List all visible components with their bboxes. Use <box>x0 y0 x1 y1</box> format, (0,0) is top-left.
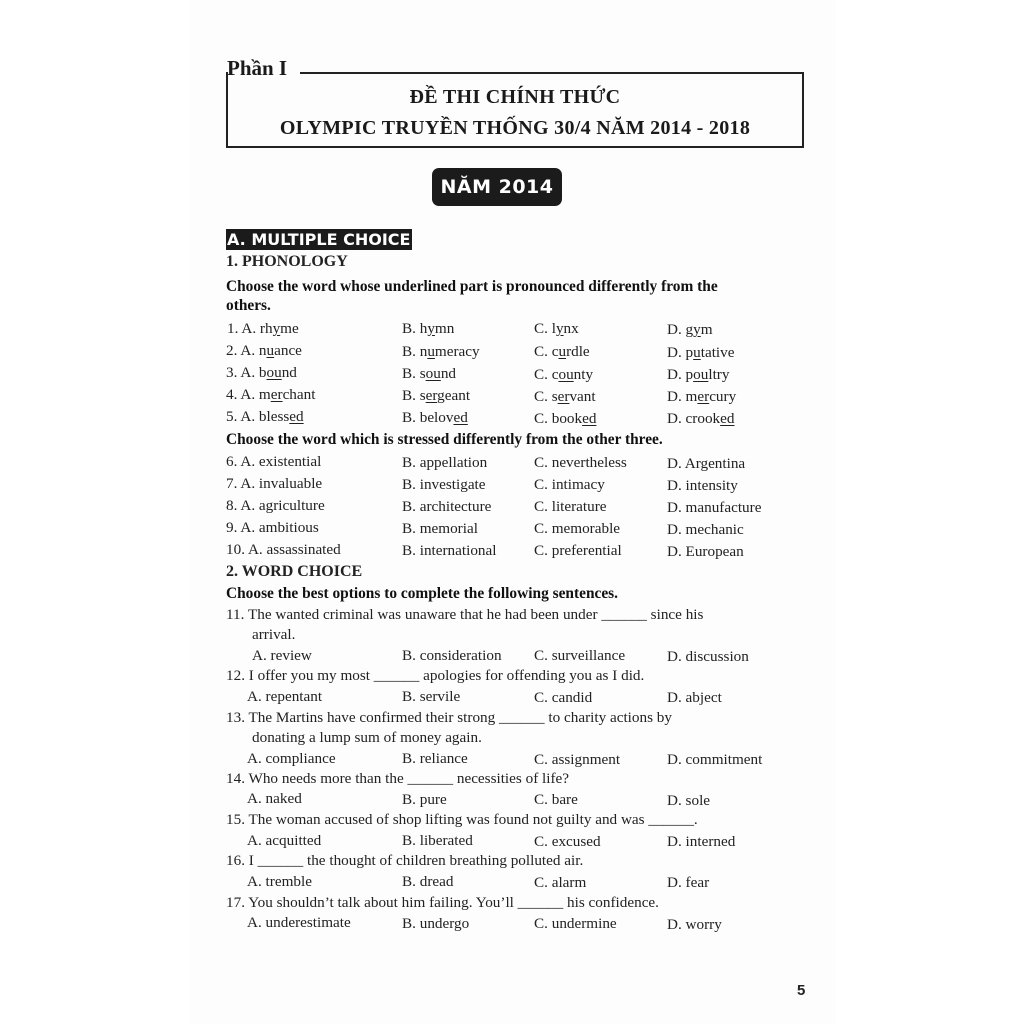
option-a: 9. A. ambitious <box>226 519 319 536</box>
option-c: C. servant <box>534 388 596 405</box>
option-a: A. compliance <box>247 750 336 767</box>
option-b: B. dread <box>402 873 454 890</box>
option-a: A. naked <box>247 790 302 807</box>
option-c: C. bare <box>534 791 578 808</box>
option-b: B. sound <box>402 365 457 382</box>
question-text: 11. The wanted criminal was unaware that he had been under ______ since his <box>226 606 704 623</box>
option-b: B. memorial <box>402 520 478 537</box>
option-d: D. discussion <box>667 648 749 665</box>
option-c: C. intimacy <box>534 476 605 493</box>
option-d: D. Argentina <box>667 455 746 472</box>
question-text-cont: arrival. <box>252 626 296 643</box>
option-d: D. mercury <box>667 388 737 405</box>
option-b: B. consideration <box>402 647 502 664</box>
question-text-cont: donating a lump sum of money again. <box>252 729 482 746</box>
option-d: D. putative <box>667 344 735 361</box>
option-c: C. lynx <box>534 320 579 337</box>
option-a: 7. A. invaluable <box>226 475 323 492</box>
option-b: B. numeracy <box>402 343 480 360</box>
option-b: B. pure <box>402 791 447 808</box>
page-number: 5 <box>797 982 806 999</box>
exam-title-line1: ĐỀ THI CHÍNH THỨC <box>409 86 621 108</box>
option-d: D. sole <box>667 792 711 809</box>
option-b: B. undergo <box>402 915 470 932</box>
option-a: A. repentant <box>247 688 323 705</box>
option-b: B. architecture <box>402 498 492 515</box>
option-d: D. poultry <box>667 366 730 383</box>
option-d: D. European <box>667 543 744 560</box>
option-c: C. candid <box>534 689 593 706</box>
option-c: C. curdle <box>534 343 590 360</box>
option-a: 10. A. assassinated <box>226 541 341 558</box>
question-text: 12. I offer you my most ______ apologies for offending you as I did. <box>226 667 645 684</box>
option-a: 6. A. existential <box>226 453 322 470</box>
option-d: D. worry <box>667 916 722 933</box>
option-d: D. interned <box>667 833 736 850</box>
option-c: C. booked <box>534 410 597 427</box>
phonology-instruction-line2: others. <box>226 297 271 314</box>
phonology-heading: 1. PHONOLOGY <box>226 253 348 270</box>
option-c: C. undermine <box>534 915 617 932</box>
exam-title-line2: OLYMPIC TRUYỀN THỐNG 30/4 NĂM 2014 - 2018 <box>279 117 751 139</box>
option-c: C. county <box>534 366 594 383</box>
option-b: B. international <box>402 542 497 559</box>
option-b: B. appellation <box>402 454 488 471</box>
option-d: D. crooked <box>667 410 735 427</box>
option-c: C. excused <box>534 833 601 850</box>
word-choice-instruction: Choose the best options to complete the following sentences. <box>226 585 619 602</box>
option-a: 2. A. nuance <box>226 342 302 359</box>
option-b: B. servile <box>402 688 461 705</box>
option-c: C. nevertheless <box>534 454 627 471</box>
option-b: B. reliance <box>402 750 468 767</box>
option-d: D. mechanic <box>667 521 744 538</box>
option-b: B. sergeant <box>402 387 471 404</box>
option-a: A. review <box>252 647 312 664</box>
option-a: 3. A. bound <box>226 364 297 381</box>
option-d: D. gym <box>667 321 713 338</box>
option-c: C. assignment <box>534 751 621 768</box>
question-text: 13. The Martins have confirmed their strong ______ to charity actions by <box>226 709 672 726</box>
option-a: 5. A. blessed <box>226 408 304 425</box>
question-text: 17. You shouldn’t talk about him failing. You’ll ______ his confidence. <box>226 894 659 911</box>
option-a: 4. A. merchant <box>226 386 316 403</box>
option-c: C. alarm <box>534 874 587 891</box>
option-b: B. investigate <box>402 476 486 493</box>
option-a: 8. A. agriculture <box>226 497 325 514</box>
option-a: 1. A. rhyme <box>227 320 299 337</box>
option-c: C. literature <box>534 498 607 515</box>
question-text: 16. I ______ the thought of children breathing polluted air. <box>226 852 584 869</box>
option-d: D. fear <box>667 874 710 891</box>
option-d: D. manufacture <box>667 499 762 516</box>
exam-title-box <box>226 72 804 148</box>
option-b: B. hymn <box>402 320 455 337</box>
question-text: 14. Who needs more than the ______ necessities of life? <box>226 770 570 787</box>
section-heading-multiple-choice: A. MULTIPLE CHOICE <box>227 230 411 249</box>
word-choice-heading: 2. WORD CHOICE <box>226 563 363 580</box>
part-label: Phần I <box>227 56 288 80</box>
option-c: C. preferential <box>534 542 622 559</box>
option-a: A. tremble <box>247 873 312 890</box>
question-text: 15. The woman accused of shop lifting was found not guilty and was ______. <box>226 811 698 828</box>
year-badge: NĂM 2014 <box>432 168 562 206</box>
option-a: A. acquitted <box>247 832 322 849</box>
option-c: C. memorable <box>534 520 621 537</box>
option-d: D. commitment <box>667 751 763 768</box>
option-c: C. surveillance <box>534 647 626 664</box>
option-b: B. beloved <box>402 409 468 426</box>
stress-instruction: Choose the word which is stressed differently from the other three. <box>226 431 663 448</box>
option-b: B. liberated <box>402 832 473 849</box>
phonology-instruction-line1: Choose the word whose underlined part is pronounced differently from the <box>226 278 718 295</box>
option-d: D. intensity <box>667 477 738 494</box>
option-a: A. underestimate <box>247 914 351 931</box>
option-d: D. abject <box>667 689 722 706</box>
